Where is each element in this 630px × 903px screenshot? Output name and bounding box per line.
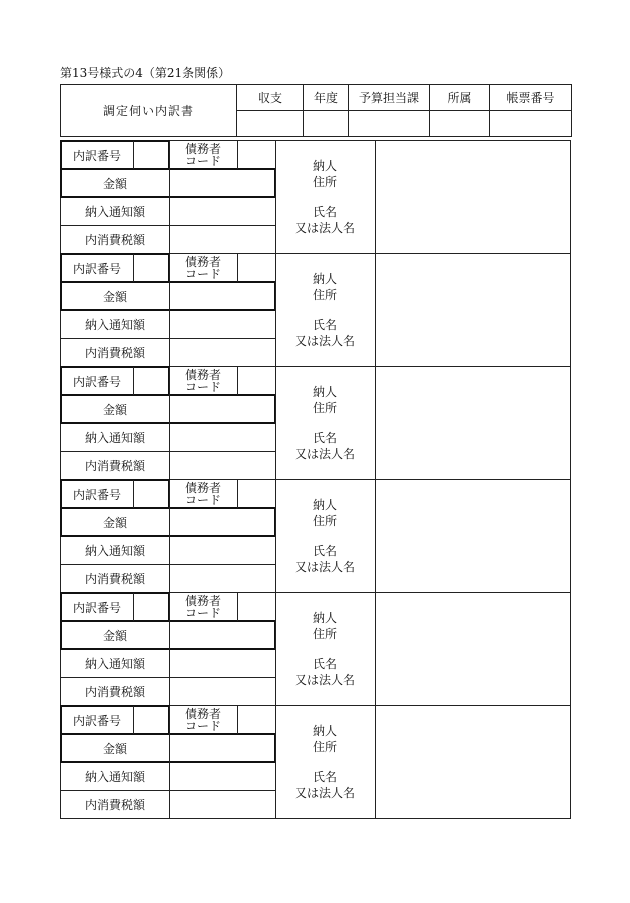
breakdown-no-label: 内訳番号: [72, 600, 121, 615]
amount-input[interactable]: [169, 734, 275, 762]
breakdown-block: [61, 705, 570, 819]
payer-input[interactable]: [375, 141, 570, 253]
debtor-code-input[interactable]: [237, 367, 275, 395]
notice-amount-label: 納入通知額: [84, 204, 145, 219]
consumption-tax-input[interactable]: [169, 451, 275, 479]
amount-input[interactable]: [169, 508, 275, 536]
header-input-fiscal-year[interactable]: [304, 111, 349, 137]
header-input-form-number[interactable]: [490, 111, 572, 137]
notice-amount-input[interactable]: [169, 536, 275, 564]
notice-amount-input[interactable]: [169, 649, 275, 677]
consumption-tax-input[interactable]: [169, 338, 275, 366]
breakdown-block: [61, 140, 570, 253]
debtor-code-input[interactable]: [237, 480, 275, 508]
debtor-code-label: 債務者 コード: [184, 707, 221, 733]
payer-label: 納人 住所 氏名 又は法人名: [294, 159, 355, 235]
header-col-form-number: 帳票番号: [490, 85, 572, 111]
header-col-fiscal-year: 年度: [304, 85, 349, 111]
form-caption: 第13号様式の4（第21条関係）: [60, 66, 231, 80]
amount-input[interactable]: [169, 169, 275, 197]
breakdown-block: [61, 366, 570, 479]
debtor-code-input[interactable]: [237, 706, 275, 734]
form-title: 調定伺い内訳書: [61, 85, 237, 137]
payer-input[interactable]: [375, 706, 570, 818]
notice-amount-label: 納入通知額: [84, 769, 145, 784]
amount-label: 金額: [102, 515, 127, 530]
header-input-revenue[interactable]: [237, 111, 304, 137]
debtor-code-input[interactable]: [237, 141, 275, 169]
debtor-code-label: 債務者 コード: [184, 368, 221, 394]
breakdown-no-input[interactable]: [133, 254, 169, 282]
consumption-tax-input[interactable]: [169, 225, 275, 253]
notice-amount-label: 納入通知額: [84, 543, 145, 558]
notice-amount-input[interactable]: [169, 762, 275, 790]
debtor-code-input[interactable]: [237, 254, 275, 282]
debtor-code-label: 債務者 コード: [184, 481, 221, 507]
notice-amount-label: 納入通知額: [84, 656, 145, 671]
amount-label: 金額: [102, 741, 127, 756]
breakdown-no-label: 内訳番号: [72, 487, 121, 502]
notice-amount-input[interactable]: [169, 310, 275, 338]
breakdown-block: [61, 253, 570, 366]
debtor-code-label: 債務者 コード: [184, 255, 221, 281]
breakdown-no-input[interactable]: [133, 367, 169, 395]
payer-label: 納人 住所 氏名 又は法人名: [294, 498, 355, 574]
breakdown-no-input[interactable]: [133, 141, 169, 169]
breakdown-no-label: 内訳番号: [72, 374, 121, 389]
payer-label: 納人 住所 氏名 又は法人名: [294, 724, 355, 800]
header-col-revenue: 収支: [237, 85, 304, 111]
breakdown-no-label: 内訳番号: [72, 261, 121, 276]
consumption-tax-label: 内消費税額: [84, 458, 145, 473]
header-input-budget-division[interactable]: [349, 111, 430, 137]
consumption-tax-label: 内消費税額: [84, 571, 145, 586]
header-col-affiliation: 所属: [430, 85, 490, 111]
breakdown-no-input[interactable]: [133, 593, 169, 621]
payer-input[interactable]: [375, 480, 570, 592]
consumption-tax-label: 内消費税額: [84, 797, 145, 812]
consumption-tax-input[interactable]: [169, 790, 275, 818]
payer-label: 納人 住所 氏名 又は法人名: [294, 611, 355, 687]
breakdown-no-label: 内訳番号: [72, 713, 121, 728]
payer-input[interactable]: [375, 367, 570, 479]
breakdown-blocks: [60, 140, 571, 819]
notice-amount-label: 納入通知額: [84, 317, 145, 332]
notice-amount-input[interactable]: [169, 423, 275, 451]
debtor-code-label: 債務者 コード: [184, 594, 221, 620]
consumption-tax-label: 内消費税額: [84, 232, 145, 247]
amount-label: 金額: [102, 176, 127, 191]
payer-input[interactable]: [375, 254, 570, 366]
header-col-budget-division: 予算担当課: [349, 85, 430, 111]
payer-label: 納人 住所 氏名 又は法人名: [294, 272, 355, 348]
breakdown-block: [61, 479, 570, 592]
amount-input[interactable]: [169, 282, 275, 310]
consumption-tax-input[interactable]: [169, 564, 275, 592]
amount-label: 金額: [102, 289, 127, 304]
consumption-tax-label: 内消費税額: [84, 684, 145, 699]
payer-label: 納人 住所 氏名 又は法人名: [294, 385, 355, 461]
debtor-code-label: 債務者 コード: [184, 142, 221, 168]
amount-input[interactable]: [169, 395, 275, 423]
payer-input[interactable]: [375, 593, 570, 705]
consumption-tax-input[interactable]: [169, 677, 275, 705]
header-input-affiliation[interactable]: [430, 111, 490, 137]
header-table: [60, 84, 572, 137]
debtor-code-input[interactable]: [237, 593, 275, 621]
consumption-tax-label: 内消費税額: [84, 345, 145, 360]
amount-label: 金額: [102, 402, 127, 417]
breakdown-no-input[interactable]: [133, 706, 169, 734]
amount-label: 金額: [102, 628, 127, 643]
amount-input[interactable]: [169, 621, 275, 649]
breakdown-no-input[interactable]: [133, 480, 169, 508]
notice-amount-input[interactable]: [169, 197, 275, 225]
breakdown-block: [61, 592, 570, 705]
notice-amount-label: 納入通知額: [84, 430, 145, 445]
breakdown-no-label: 内訳番号: [72, 148, 121, 163]
